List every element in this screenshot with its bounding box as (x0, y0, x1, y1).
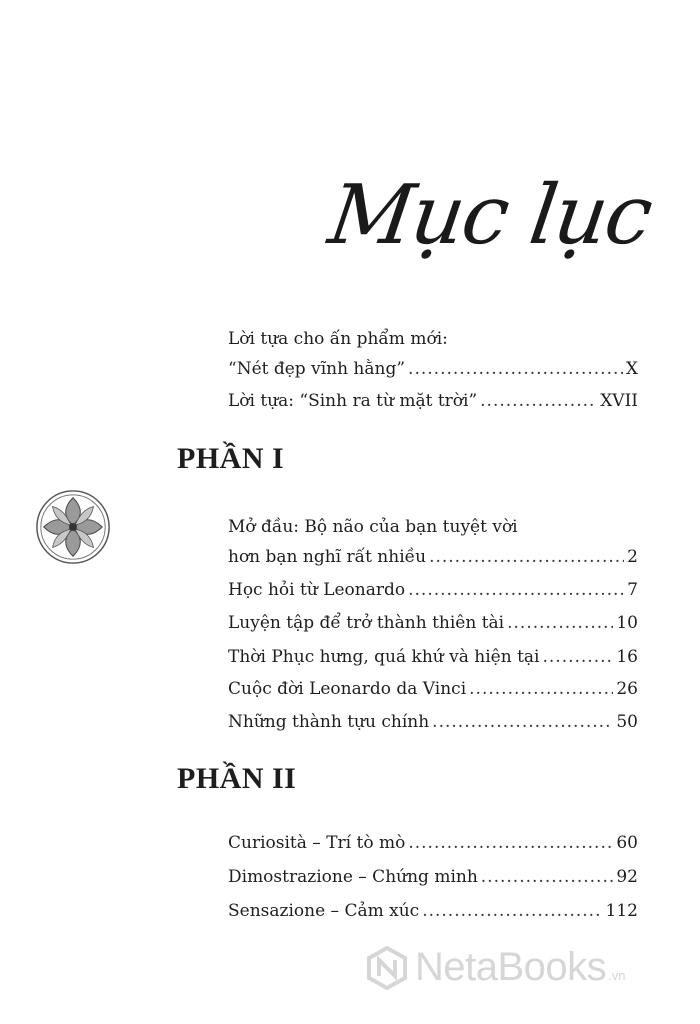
toc-entry-page: 7 (627, 580, 638, 600)
toc-leader-dots (408, 832, 613, 854)
toc-leader-dots (408, 358, 623, 380)
toc-entry-label: Dimostrazione – Chứng minh (228, 867, 478, 887)
toc-entry-label: Curiosità – Trí tò mò (228, 833, 406, 853)
toc-leader-dots (432, 711, 613, 733)
toc-entry-intro-2[interactable] (228, 390, 638, 412)
netabooks-logo-icon (365, 946, 409, 990)
toc-entry[interactable] (228, 866, 638, 888)
toc-entry[interactable] (228, 579, 638, 601)
toc-entry-page: 50 (616, 712, 638, 732)
toc-entry-intro-1[interactable] (228, 358, 638, 380)
toc-entry[interactable] (228, 678, 638, 700)
toc-entry[interactable] (228, 546, 638, 568)
floral-rosette-icon (34, 488, 112, 566)
page-title: Mục lục (323, 168, 657, 263)
toc-entry-label: hơn bạn nghĩ rất nhiều (228, 547, 427, 567)
toc-entry[interactable] (228, 711, 638, 733)
toc-leader-dots (507, 612, 613, 634)
toc-leader-dots (422, 900, 602, 922)
netabooks-watermark (365, 945, 626, 990)
toc-leader-dots (429, 546, 624, 568)
toc-entry-label: Luyện tập để trở thành thiên tài (228, 613, 505, 633)
toc-entry-page: 16 (616, 647, 638, 667)
toc-part1-first-line: Mở đầu: Bộ não của bạn tuyệt vời (228, 517, 518, 537)
part2-heading: PHẦN II (177, 762, 297, 795)
toc-entry-label: Thời Phục hưng, quá khứ và hiện tại (228, 647, 540, 667)
toc-entry-page: 10 (616, 613, 638, 633)
toc-entry-label: Sensazione – Cảm xúc (228, 901, 420, 921)
toc-leader-dots (408, 579, 624, 601)
toc-entry-page: X (625, 359, 638, 379)
toc-entry-label: Cuộc đời Leonardo da Vinci (228, 679, 467, 699)
toc-leader-dots (469, 678, 613, 700)
toc-entry-page: 92 (616, 867, 638, 887)
toc-intro-line1: Lời tựa cho ấn phẩm mới: (228, 329, 448, 349)
watermark-brand: NetaBooks (415, 945, 607, 989)
toc-entry-page: 2 (627, 547, 638, 567)
part1-heading: PHẦN I (177, 442, 285, 475)
toc-entry-label: Những thành tựu chính (228, 712, 430, 732)
toc-leader-dots (542, 646, 613, 668)
toc-entry[interactable] (228, 612, 638, 634)
toc-entry[interactable] (228, 646, 638, 668)
watermark-suffix: .vn (608, 968, 626, 983)
toc-entry-label: “Nét đẹp vĩnh hằng” (228, 359, 406, 379)
toc-entry-page: 26 (616, 679, 638, 699)
toc-entry-page: XVII (600, 391, 638, 411)
toc-entry-page: 60 (616, 833, 638, 853)
toc-leader-dots (481, 866, 614, 888)
toc-entry-label: Lời tựa: “Sinh ra từ mặt trời” (228, 391, 478, 411)
toc-leader-dots (480, 390, 597, 412)
toc-entry[interactable] (228, 832, 638, 854)
toc-entry-page: 112 (605, 901, 638, 921)
toc-entry[interactable] (228, 900, 638, 922)
toc-entry-label: Học hỏi từ Leonardo (228, 580, 406, 600)
